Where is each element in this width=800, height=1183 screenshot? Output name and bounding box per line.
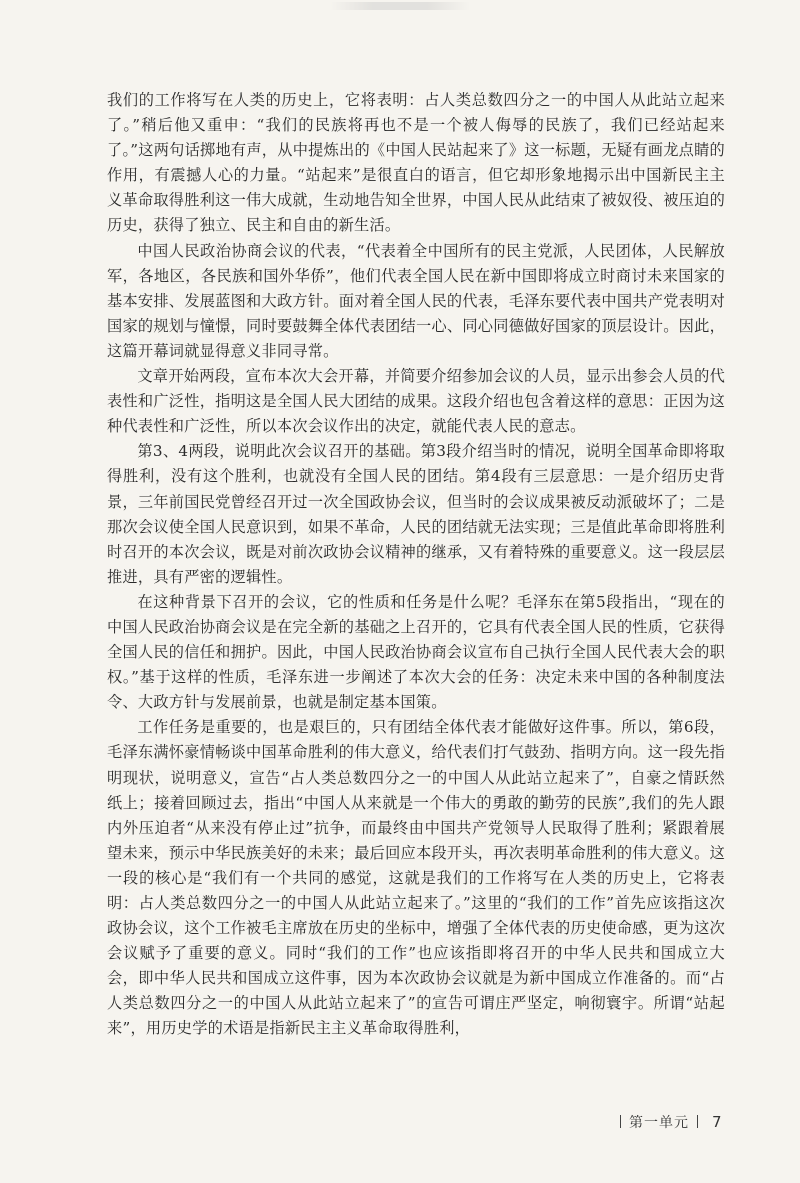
unit-label: 第一单元 xyxy=(629,1115,689,1131)
paragraph-1: 我们的工作将写在人类的历史上，它将表明：占人类总数四分之一的中国人从此站立起来了。”稍后他又重申：“我们的民族将再也不是一个被人侮辱的民族了，我们已经站起来了。”这两句话掷地有声，从中提炼出的《中国人民站起来了》这一标题，无疑有画龙点睛的作用，有震撼人心的力量。“站起来”是很直白的语言，但它却形象地揭示出中国新民主主义革命取得胜利这一伟大成就，生动地告知全世界，中国人民从此结束了被奴役、被压迫的历史，获得了独立、民主和自由的新生活。 xyxy=(107,91,725,235)
page-footer xyxy=(620,1112,760,1132)
footer-divider-left xyxy=(620,1115,621,1128)
scan-artifact xyxy=(330,2,470,10)
paragraph-2: 中国人民政治协商会议的代表，“代表着全中国所有的民主党派，人民团体，人民解放军，各地区，各民族和国外华侨”，他们代表全国人民在新中国即将成立时商讨未来国家的基本安排、发展蓝图和大政方针。面对着全国人民的代表，毛泽东要代表中国共产党表明对国家的规划与憧憬，同时要鼓舞全体代表团结一心、同心同德做好国家的顶层设计。因此，这篇开幕词就显得意义非同寻常。 xyxy=(107,241,725,360)
paragraph-5: 在这种背景下召开的会议，它的性质和任务是什么呢？毛泽东在第5段指出，“现在的中国人民政治协商会议是在完全新的基础之上召开的，它具有代表全国人民的性质，它获得全国人民的信任和拥护。因此，中国人民政治协商会议宣布自己执行全国人民代表大会的职权。”基于这样的性质，毛泽东进一步阐述了本次大会的任务：决定未来中国的各种制度法令、大政方针与发展前景，也就是制定基本国策。 xyxy=(107,592,725,712)
footer-divider-right xyxy=(697,1115,698,1128)
paragraph-4: 第3、4两段，说明此次会议召开的基础。第3段介绍当时的情况，说明全国革命即将取得胜利，没有这个胜利，也就没有全国人民的团结。第4段有三层意思：一是介绍历史背景，三年前国民党曾经召开过一次全国政协会议，但当时的会议成果被反动派破坏了；二是那次会议使全国人民意识到，如果不革命，人民的团结就无法实现；三是值此革命即将胜利时召开的本次会议，既是对前次政协会议精神的继承，又有着特殊的重要意义。这一段层层推进，具有严密的逻辑性。 xyxy=(107,442,725,586)
page-number: 7 xyxy=(712,1113,722,1131)
body-text xyxy=(107,88,725,1042)
paragraph-6: 工作任务是重要的，也是艰巨的，只有团结全体代表才能做好这件事。所以，第6段，毛泽东满怀豪情畅谈中国革命胜利的伟大意义，给代表们打气鼓劲、指明方向。这一段先指明现状，说明意义，宣告“占人类总数四分之一的中国人从此站立起来了”，自豪之情跃然纸上；接着回顾过去，指出“中国人从来就是一个伟大的勇敢的勤劳的民族”,我们的先人跟内外压迫者“从来没有停止过”抗争，而最终由中国共产党领导人民取得了胜利；紧跟着展望未来，预示中华民族美好的未来；最后回应本段开头，再次表明革命胜利的伟大意义。这一段的核心是“我们有一个共同的感觉，这就是我们的工作将写在人类的历史上，它将表明：占人类总数四分之一的中国人从此站立起来了。”这里的“我们的工作”首先应该指这次政协会议，这个工作被毛主席放在历史的坐标中，增强了全体代表的历史使命感，更为这次会议赋予了重要的意义。同时“我们的工作”也应该指即将召开的中华人民共和国成立大会，即中华人民共和国成立这件事，因为本次政协会议就是为新中国成立作准备的。而“占人类总数四分之一的中国人从此站立起来了”的宣告可谓庄严坚定，响彻寰宇。所谓“站起来”，用历史学的术语是指新民主主义革命取得胜利， xyxy=(107,718,725,1038)
paragraph-3: 文章开始两段，宣布本次大会开幕，并简要介绍参加会议的人员，显示出参会人员的代表性和广泛性，指明这是全国人民大团结的成果。这段介绍也包含着这样的意思：正因为这种代表性和广泛性，所以本次会议作出的决定，就能代表人民的意志。 xyxy=(107,367,725,436)
